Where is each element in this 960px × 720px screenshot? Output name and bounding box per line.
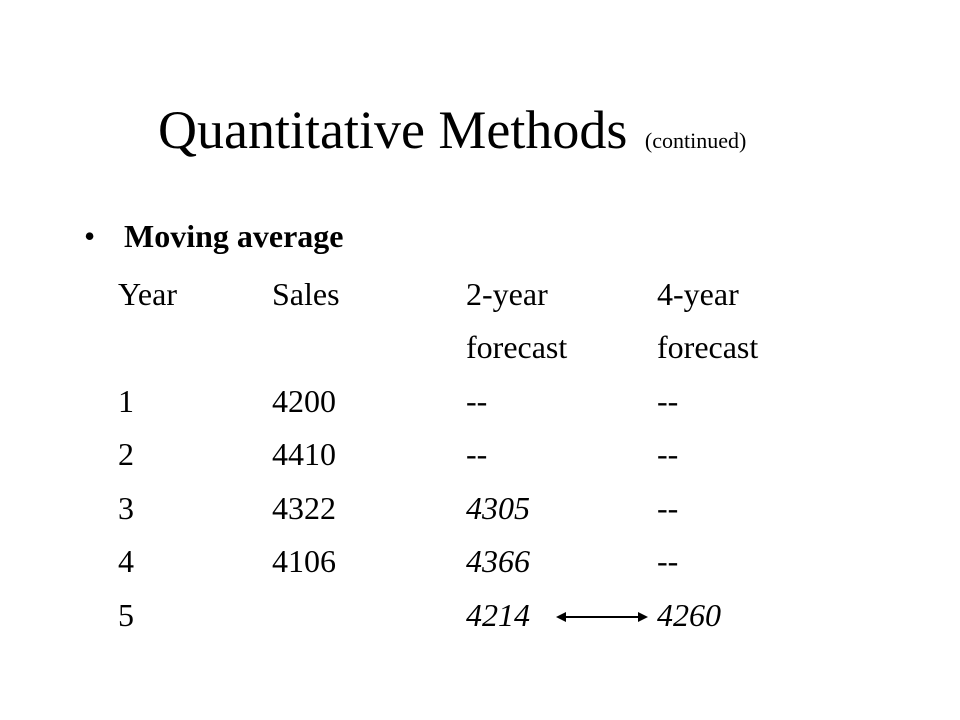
table-cell-2-year-forecast: 4214 (466, 597, 530, 633)
header-sales: Sales (272, 276, 340, 312)
table-cell-year: 1 (118, 383, 134, 419)
table-cell-2-year-forecast: -- (466, 383, 488, 419)
bullet-text: Moving average (124, 218, 344, 254)
table-cell-year: 5 (118, 597, 134, 633)
table-cell-2-year-forecast: -- (466, 436, 488, 472)
table-cell-sales: 4322 (272, 490, 336, 526)
table-cell-sales: 4106 (272, 543, 336, 579)
header-2-year: 2-year (466, 276, 548, 312)
double-arrow-icon (556, 609, 648, 625)
table-cell-year: 2 (118, 436, 134, 472)
table-cell-4-year-forecast: 4260 (657, 597, 721, 633)
title-note: (continued) (644, 128, 747, 153)
header-year: Year (118, 276, 177, 312)
header-4-year: 4-year (657, 276, 739, 312)
bullet-item (84, 216, 344, 256)
slide-title (158, 100, 746, 171)
table-cell-year: 4 (118, 543, 134, 579)
bullet-dot-icon: • (84, 218, 96, 254)
table-cell-4-year-forecast: -- (657, 383, 679, 419)
table-cell-sales: 4410 (272, 436, 336, 472)
header-4-year-forecast: forecast (657, 329, 759, 365)
title-main: Quantitative Methods (158, 100, 628, 160)
table-cell-4-year-forecast: -- (657, 490, 679, 526)
table-cell-sales: 4200 (272, 383, 336, 419)
table-cell-4-year-forecast: -- (657, 436, 679, 472)
table-cell-2-year-forecast: 4366 (466, 543, 530, 579)
table-cell-4-year-forecast: -- (657, 543, 679, 579)
table-cell-2-year-forecast: 4305 (466, 490, 530, 526)
header-2-year-forecast: forecast (466, 329, 568, 365)
table-cell-year: 3 (118, 490, 134, 526)
